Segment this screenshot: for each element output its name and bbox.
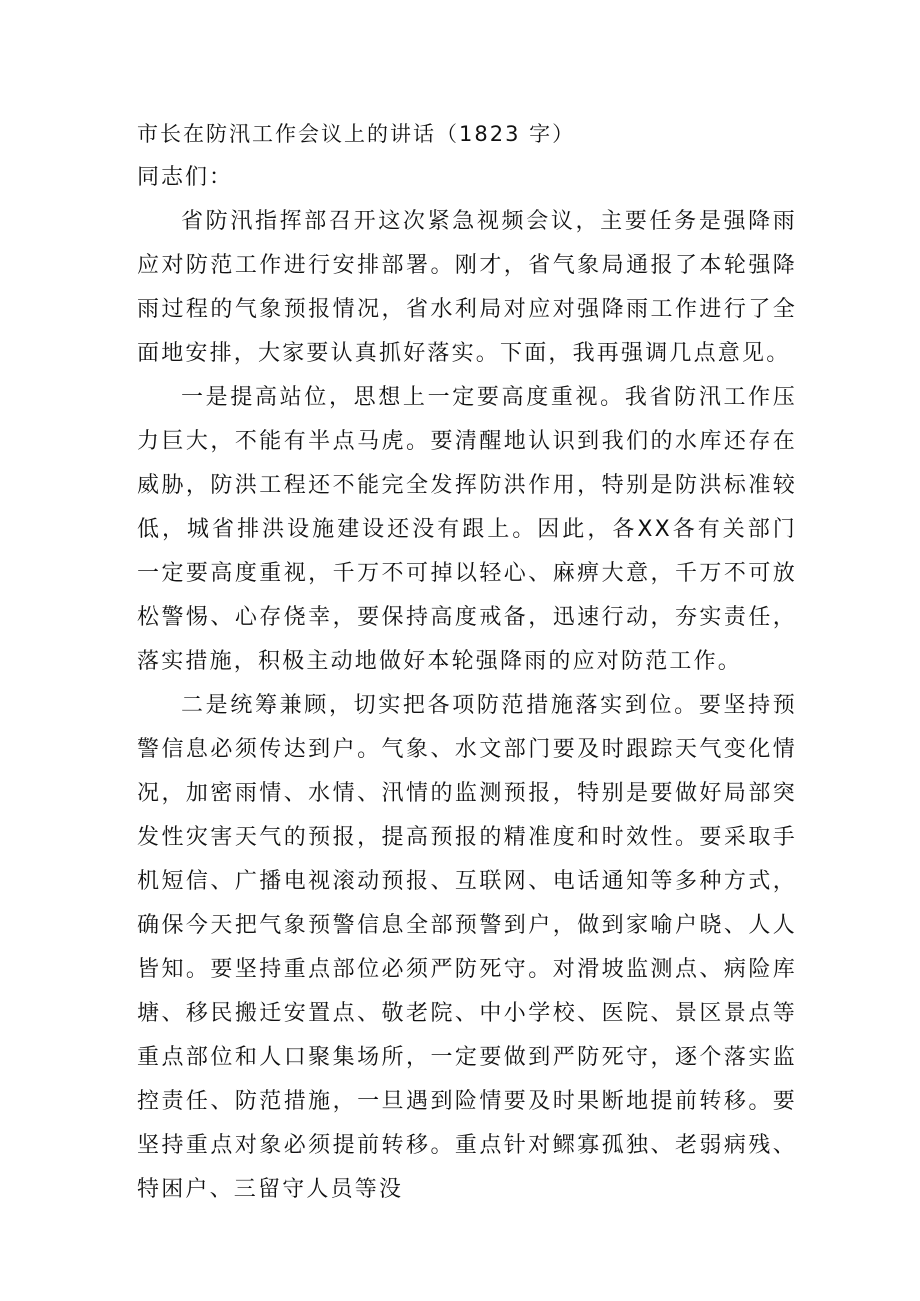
document-body xyxy=(137,112,797,1212)
paragraph-point-two: 二是统筹兼顾，切实把各项防范措施落实到位。要坚持预警信息必须传达到户。气象、水文部门要及时跟踪天气变化情况，加密雨情、水情、汛情的监测预报，特别是要做好局部突发性灾害天气的预报，提高预报的精准度和时效性。要采取手机短信、广播电视滚动预报、互联网、电话通知等多种方式，确保今天把气象预警信息全部预警到户，做到家喻户晓、人人皆知。要坚持重点部位必须严防死守。对滑坡监测点、病险库塘、移民搬迁安置点、敬老院、中小学校、医院、景区景点等重点部位和人口聚集场所，一定要做到严防死守，逐个落实监控责任、防范措施，一旦遇到险情要及时果断地提前转移。要坚持重点对象必须提前转移。重点针对鳏寡孤独、老弱病残、特困户、三留守人员等没 xyxy=(137,693,797,1202)
document-title: 市长在防汛工作会议上的讲话（1823 字） xyxy=(137,122,576,146)
salutation: 同志们： xyxy=(137,165,234,190)
paragraph-intro: 省防汛指挥部召开这次紧急视频会议，主要任务是强降雨应对防范工作进行安排部署。刚才，省气象局通报了本轮强降雨过程的气象预报情况，省水利局对应对强降雨工作进行了全面地安排，大家要认真抓好落实。下面，我再强调几点意见。 xyxy=(137,209,797,366)
paragraph-point-one: 一是提高站位，思想上一定要高度重视。我省防汛工作压力巨大，不能有半点马虎。要清醒地认识到我们的水库还存在威胁，防洪工程还不能完全发挥防洪作用，特别是防洪标准较低，城省排洪设施建设还没有跟上。因此，各XX各有关部门一定要高度重视，千万不可掉以轻心、麻痹大意，千万不可放松警惕、心存侥幸，要保持高度戒备，迅速行动，夯实责任，落实措施，积极主动地做好本轮强降雨的应对防范工作。 xyxy=(137,385,797,674)
